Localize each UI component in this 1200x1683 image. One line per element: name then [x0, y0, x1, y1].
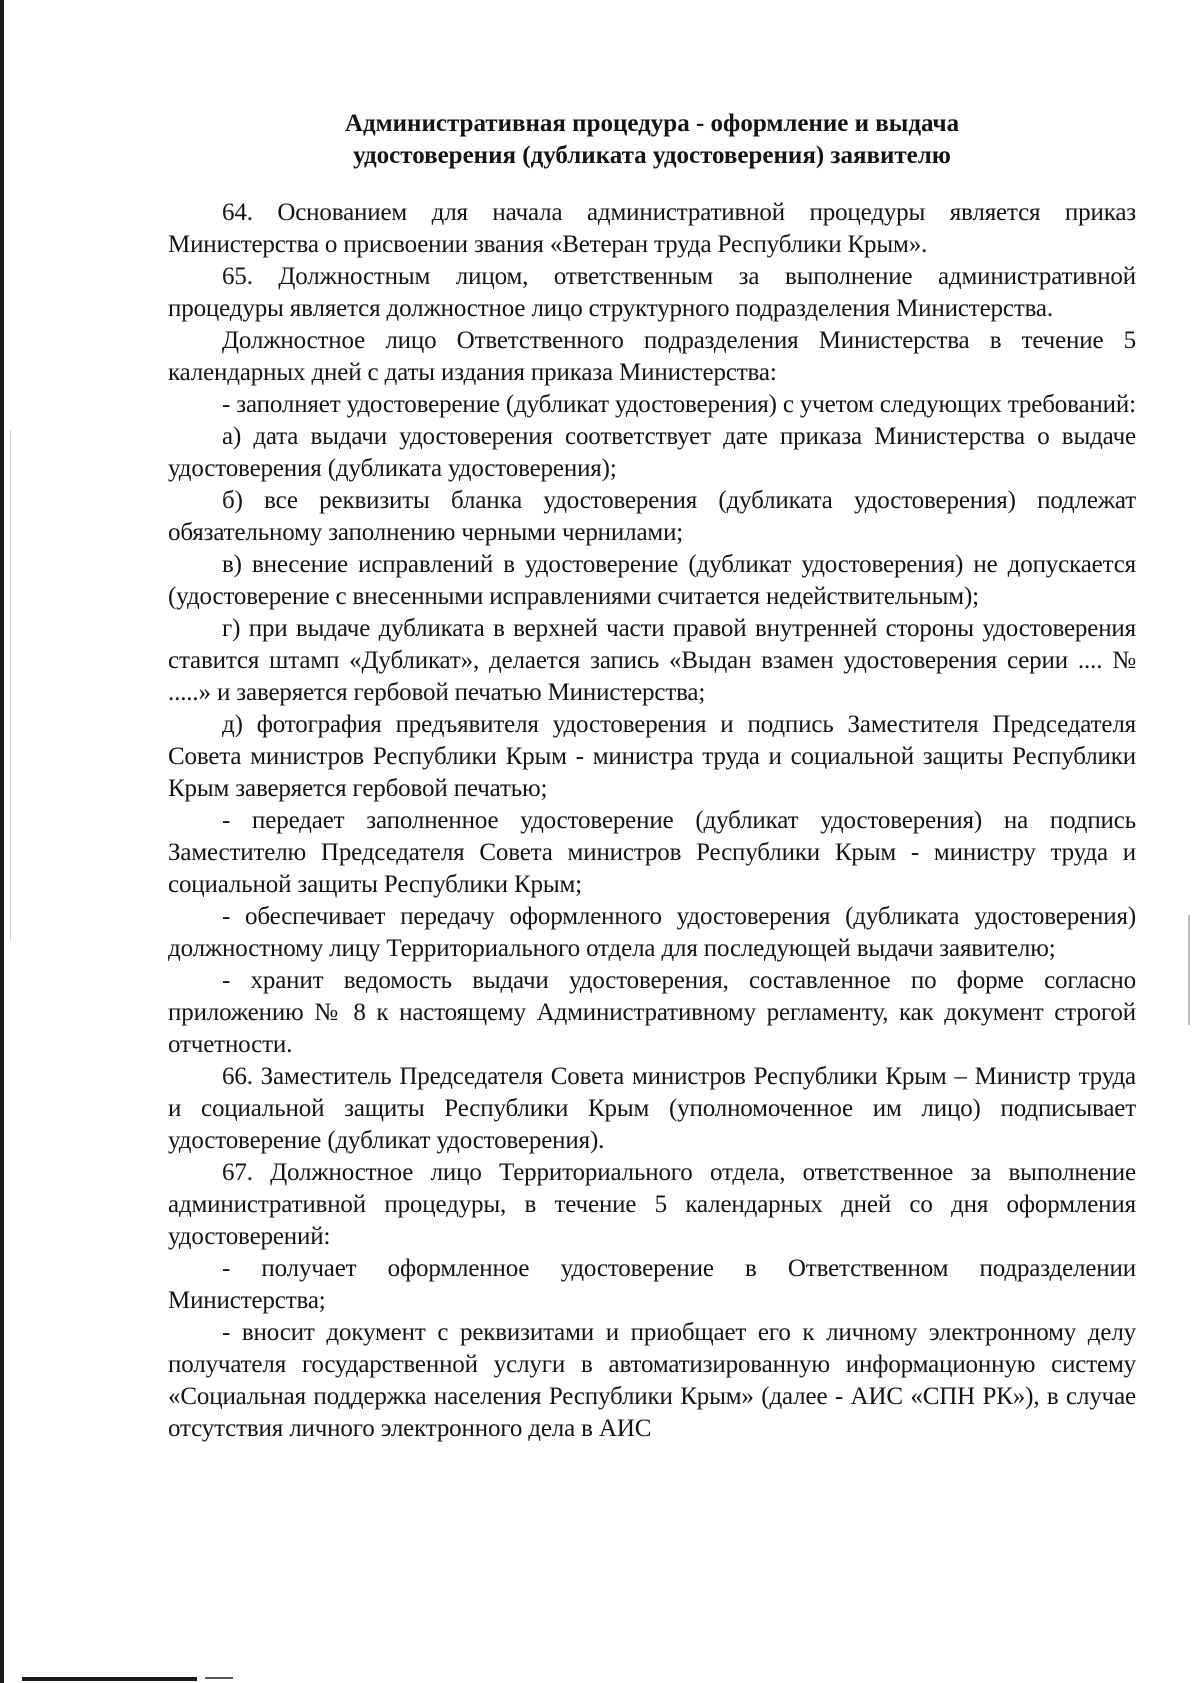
paragraph-67: 67. Должностное лицо Территориального отдела, ответственное за выполнение административной процедуры, в течение 5 календарных дней со дня оформления удостоверений:	[168, 1159, 1136, 1250]
scan-edge-mark	[10, 430, 11, 940]
list-item-a: а) дата выдачи удостоверения соответствует дате приказа Министерства о выдаче удостоверения (дубликата удостоверения);	[168, 423, 1136, 482]
list-item-b: б) все реквизиты бланка удостоверения (дубликата удостоверения) подлежат обязательному заполнению черными чернилами;	[168, 487, 1136, 546]
document-body	[168, 197, 1136, 1445]
page-title	[168, 108, 1136, 172]
list-item-enters-document: - вносит документ с реквизитами и приобщает его к личному электронному делу получателя государственной услуги в автоматизированную информационную систему «Социальная поддержка населения Республики Крым» (далее - АИС «СПН РК»), в случае отсутствия личного электронного дела в АИС	[168, 1319, 1136, 1442]
list-item-d: д) фотография предъявителя удостоверения и подпись Заместителя Председателя Совета министров Республики Крым - министра труда и социальной защиты Республики Крым заверяется гербовой печатью;	[168, 711, 1136, 802]
scan-edge-bottom-mark	[205, 1677, 233, 1679]
list-item-v: в) внесение исправлений в удостоверение (дубликат удостоверения) не допускается (удостоверение с внесенными исправлениями считается недействительным);	[168, 551, 1136, 610]
scan-edge-bottom	[22, 1677, 197, 1681]
document-page	[168, 108, 1136, 1445]
list-item-g: г) при выдаче дубликата в верхней части правой внутренней стороны удостоверения ставится штамп «Дубликат», делается запись «Выдан взамен удостоверения серии .... № .....» и заверяется гербовой печатью Министерства;	[168, 615, 1136, 706]
list-item-fills-certificate: - заполняет удостоверение (дубликат удостоверения) с учетом следующих требований:	[222, 391, 1136, 418]
list-item-transfers-for-signature: - передает заполненное удостоверение (дубликат удостоверения) на подпись Заместителю Председателя Совета министров Республики Крым - министру труда и социальной защиты Республики Крым;	[168, 807, 1136, 898]
scan-edge-left	[0, 0, 4, 1683]
scan-edge-mark-right	[1188, 915, 1190, 1025]
paragraph-66: 66. Заместитель Председателя Совета министров Республики Крым – Министр труда и социальной защиты Республики Крым (уполномоченное им лицо) подписывает удостоверение (дубликат удостоверения).	[168, 1063, 1136, 1154]
list-item-ensures-transfer: - обеспечивает передачу оформленного удостоверения (дубликата удостоверения) должностному лицу Территориального отдела для последующей выдачи заявителю;	[168, 903, 1136, 962]
paragraph-65: 65. Должностным лицом, ответственным за выполнение административной процедуры является должностное лицо структурного подразделения Министерства.	[168, 263, 1136, 322]
title-line-1: Административная процедура - оформление и выдача	[344, 110, 960, 137]
paragraph-64: 64. Основанием для начала административной процедуры является приказ Министерства о присвоении звания «Ветеран труда Республики Крым».	[168, 199, 1136, 258]
list-item-receives-certificate: - получает оформленное удостоверение в Ответственном подразделении Министерства;	[168, 1255, 1136, 1314]
title-line-2: удостоверения (дубликата удостоверения) заявителю	[353, 142, 951, 169]
list-item-stores-register: - хранит ведомость выдачи удостоверения, составленное по форме согласно приложению № 8 к настоящему Административному регламенту, как документ строгой отчетности.	[168, 967, 1136, 1058]
paragraph-responsible-official: Должностное лицо Ответственного подразделения Министерства в течение 5 календарных дней с даты издания приказа Министерства:	[168, 327, 1136, 386]
